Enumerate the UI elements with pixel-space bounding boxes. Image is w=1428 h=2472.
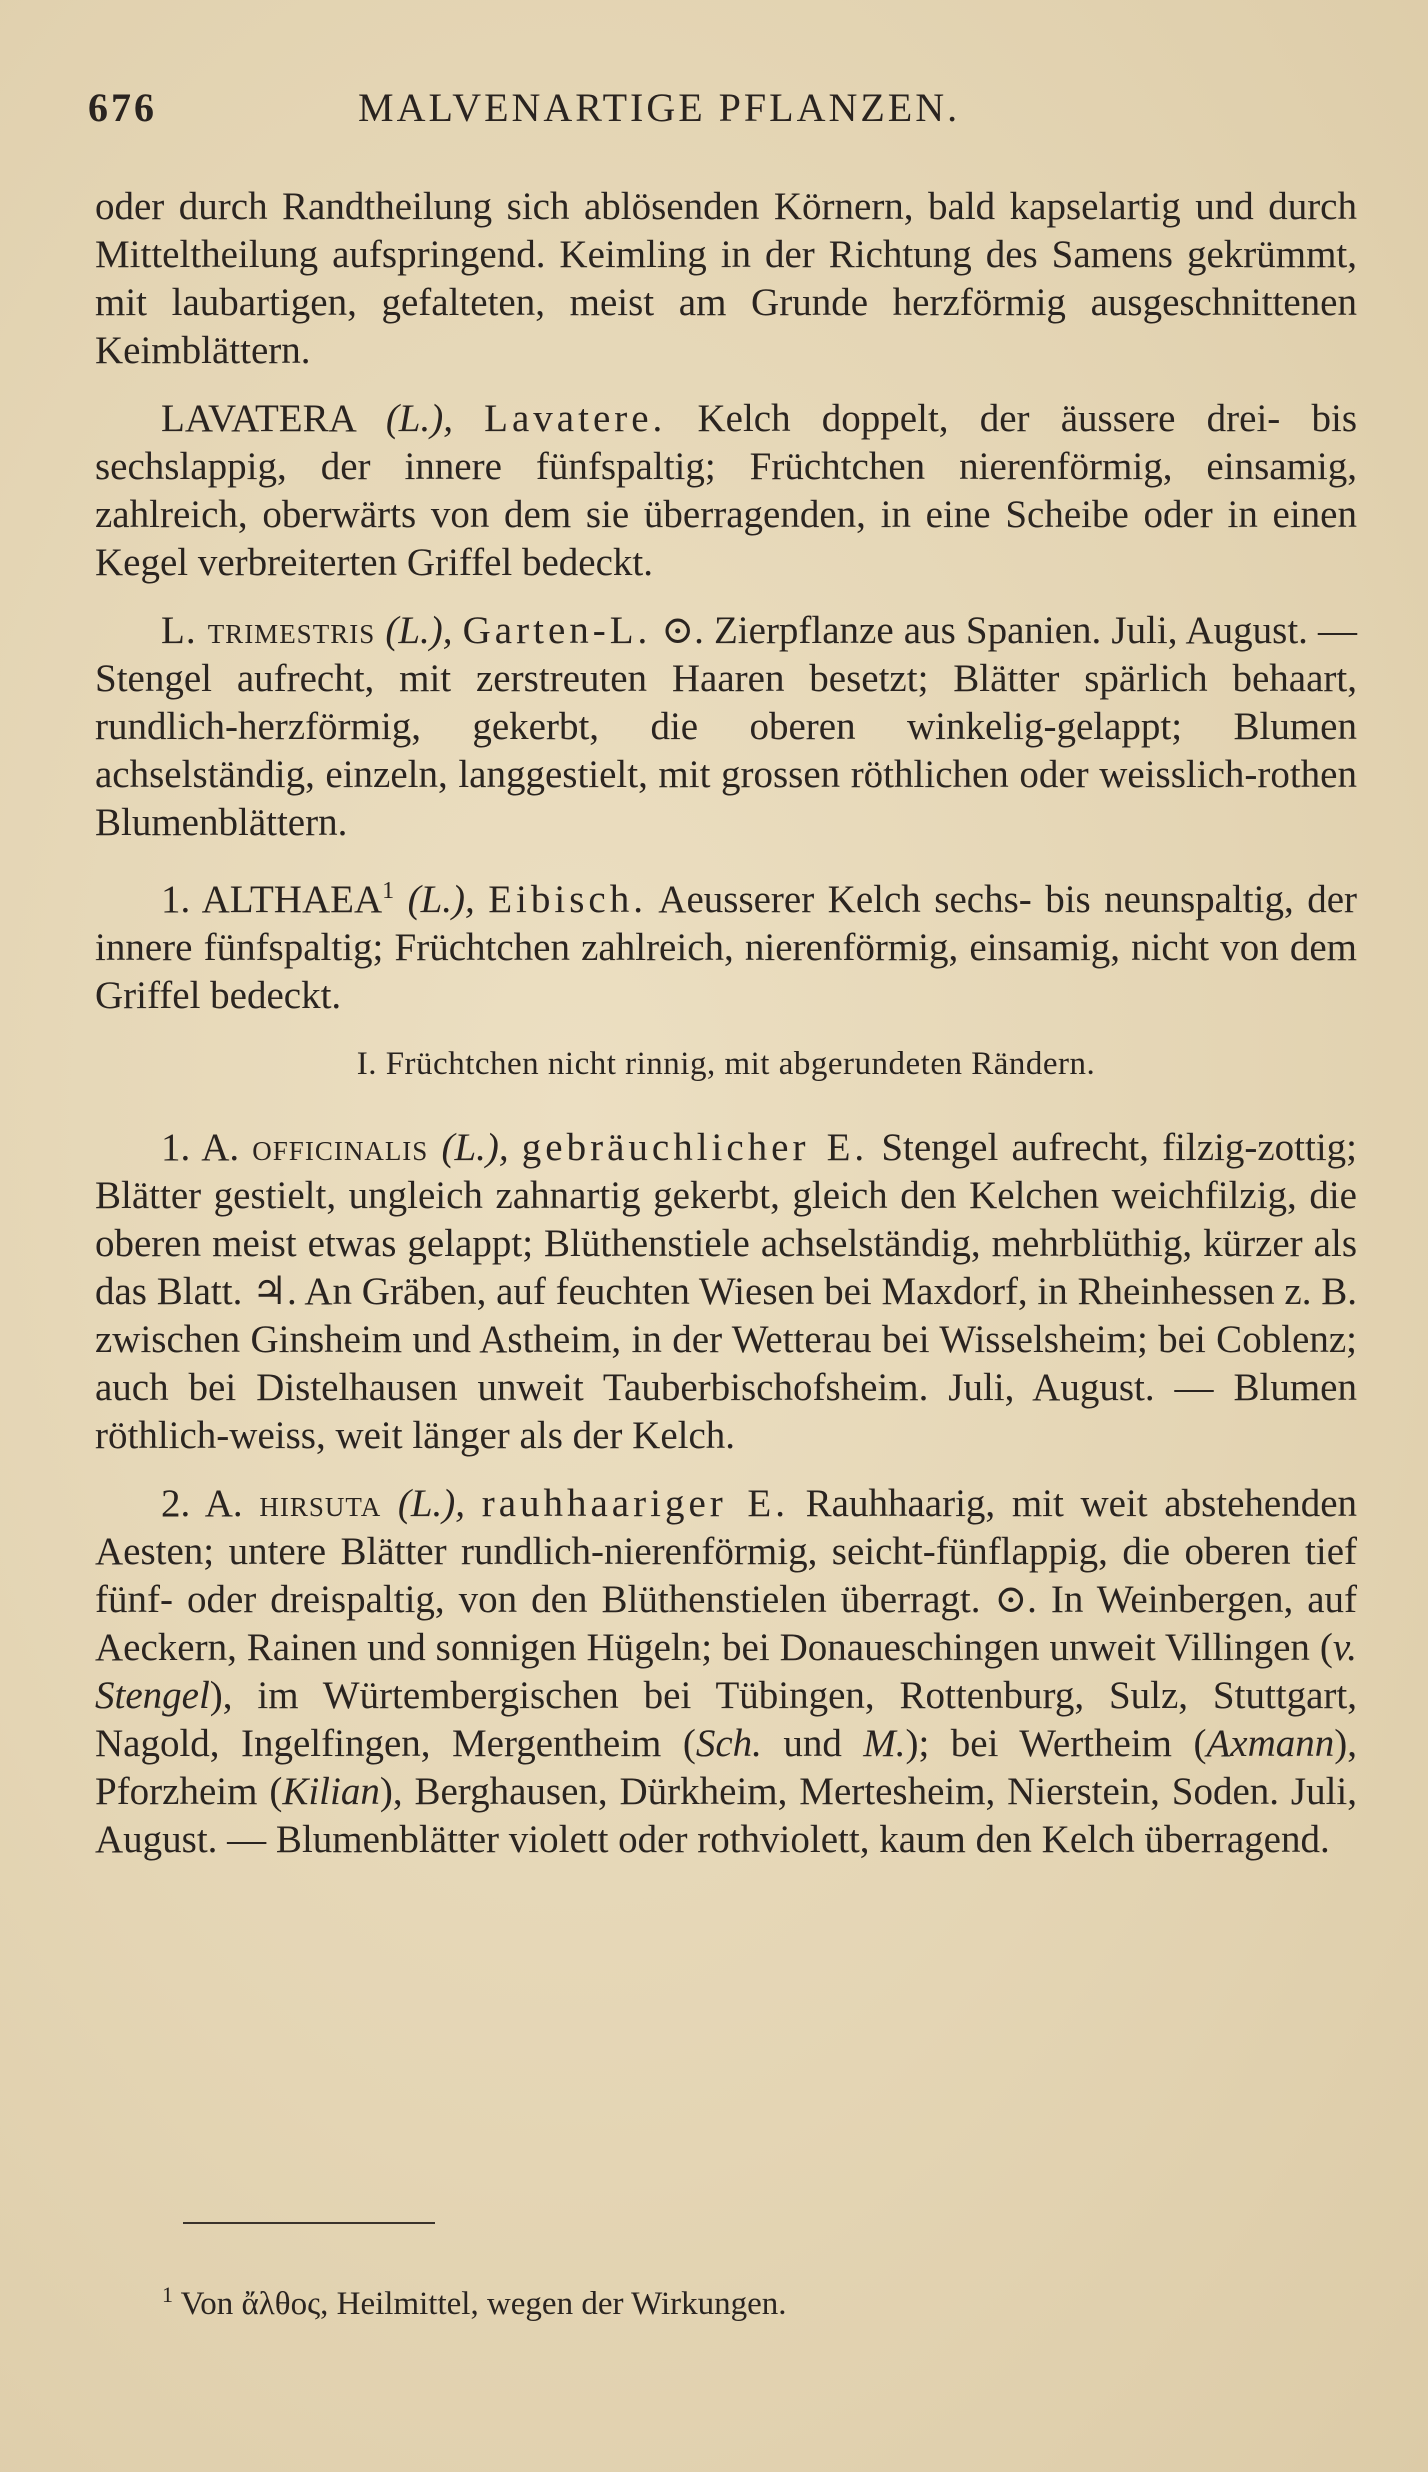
vernacular-name: Eibisch. [488, 878, 647, 921]
species-name: hirsuta [259, 1482, 382, 1525]
author-citation: (L.), [407, 878, 475, 921]
genus-name: LAVATERA [161, 397, 355, 440]
genus-althaea [95, 867, 1357, 1020]
vernacular-name: rauhhaariger E. [481, 1482, 789, 1525]
author-citation: (L.), [397, 1482, 466, 1525]
author-citation: (L.), [385, 397, 453, 440]
source-citation: Kilian [282, 1770, 380, 1813]
source-citation: M. [863, 1722, 906, 1765]
description: ), Berghausen, Dürkheim, Mertesheim, Nierstein, Soden. Juli, August. — Blumenblätter violett oder rothviolett, kaum den Kelch überragend. [95, 1770, 1357, 1861]
description: ), Pforzheim ( [95, 1722, 1357, 1813]
vernacular-name: Garten-L. [462, 609, 652, 652]
body-text [95, 183, 1357, 1864]
description: Aeusserer Kelch sechs- bis neunspaltig, der innere fünfspaltig; Früchtchen zahlreich, nierenförmig, einsamig, nicht von dem Griffel bedeckt. [95, 878, 1357, 1017]
description: und [761, 1722, 864, 1765]
description: Rauhhaarig, mit weit abstehenden Aesten; untere Blätter rundlich-nierenförmig, seicht-fünflappig, die oberen tief fünf- oder dreispaltig, von den Blüthenstielen überragt. ⊙. In Weinbergen, auf Aeckern, Rainen und sonnigen Hügeln; bei Donaueschingen unweit Villingen ( [95, 1482, 1358, 1669]
genus-name: 1. ALTHAEA [161, 878, 383, 921]
species-hirsuta [95, 1480, 1357, 1864]
section-heading: I. Früchtchen nicht rinnig, mit abgerundeten Rändern. [356, 1046, 1096, 1082]
footnote-mark: 1 [382, 878, 395, 904]
source-citation: v. Stengel [95, 1626, 1357, 1717]
running-title: MALVENARTIGE PFLANZEN. [358, 85, 961, 130]
author-citation: (L.), [441, 1126, 509, 1169]
source-citation: Sch. [695, 1722, 762, 1765]
description: Kelch doppelt, der äussere drei- bis sechslappig, der innere fünfspaltig; Früchtchen nierenförmig, einsamig, zahlreich, oberwärts von dem sie überragenden, in eine Scheibe oder in einen Kegel verbreiterten Griffel bedeckt. [95, 397, 1357, 584]
description: ⊙. Zierpflanze aus Spanien. Juli, August. — Stengel aufrecht, mit zerstreuten Haaren besetzt; Blätter spärlich behaart, rundlich-herzförmig, gekerbt, die oberen winkelig-gelappt; Blumen achselständig, einzeln, langgestielt, mit grossen röthlichen oder weisslich-rothen Blumenblättern. [95, 609, 1358, 844]
species-number: 1. A. [161, 1126, 240, 1169]
genus-lavatera [95, 395, 1357, 587]
footnote-text: Von ἄλθος, Heilmittel, wegen der Wirkungen. [173, 2286, 787, 2322]
author-citation: (L.), [385, 609, 453, 652]
species-name: officinalis [252, 1126, 429, 1169]
description: ); bei Wertheim ( [905, 1722, 1207, 1765]
page-number: 676 [88, 85, 157, 130]
species-officinalis [95, 1124, 1357, 1460]
species-number: 2. A. [161, 1482, 243, 1525]
source-citation: Axmann [1206, 1722, 1335, 1765]
footnote-number: 1 [162, 2282, 173, 2307]
vernacular-name: gebräuchlicher E. [521, 1126, 869, 1169]
page-header [88, 84, 1348, 144]
vernacular-name: Lavatere. [484, 397, 667, 440]
paragraph-continuation: oder durch Randtheilung sich ablösenden Körnern, bald kapselartig und durch Mitteltheilung aufspringend. Keimling in der Richtung des Samens gekrümmt, mit laubartigen, gefalteten, meist am Grunde herzförmig ausgeschnittenen Keimblättern. [95, 185, 1357, 372]
species-name: L. trimestris [161, 609, 376, 652]
description: Stengel aufrecht, filzig-zottig; Blätter gestielt, ungleich zahnartig gekerbt, gleich den Kelchen weichfilzig, die oberen meist etwas gelappt; Blüthenstiele achselständig, mehrblüthig, kürzer als das Blatt. ♃. An Gräben, auf feuchten Wiesen bei Maxdorf, in Rheinhessen z. B. zwischen Ginsheim und Astheim, in der Wetterau bei Wisselsheim; bei Coblenz; auch bei Distelhausen unweit Tauberbischofsheim. Juli, August. — Blumen röthlich-weiss, weit länger als der Kelch. [95, 1126, 1358, 1457]
description: ), im Würtembergischen bei Tübingen, Rottenburg, Sulz, Stuttgart, Nagold, Ingelfingen, Mergentheim ( [95, 1674, 1357, 1765]
footnote-rule [183, 2222, 435, 2224]
footnote [162, 2282, 787, 2323]
species-trimestris [95, 607, 1357, 847]
